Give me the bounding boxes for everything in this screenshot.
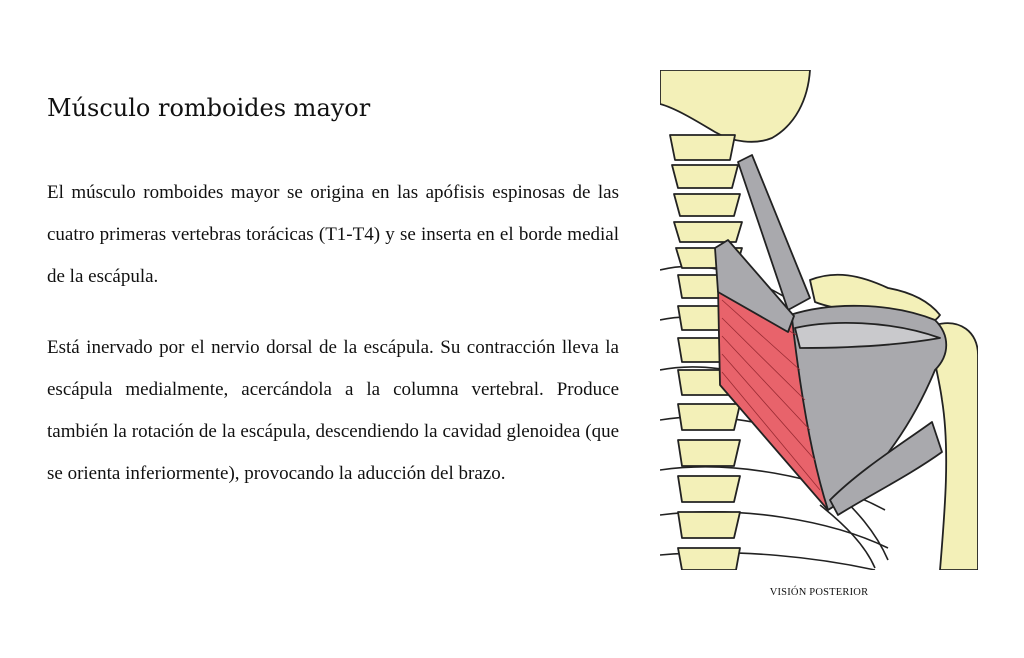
anatomy-illustration: [660, 70, 978, 570]
paragraph-origin-insertion: El músculo romboides mayor se origina en las apófisis espinosas de las cuatro primeras vertebras torácicas (T1-T4) y se inserta en el borde medial de la escápula.: [47, 182, 619, 287]
article-title: Músculo romboides mayor: [47, 94, 371, 122]
skull-base: [660, 70, 810, 142]
paragraph-innervation-function: Está inervado por el nervio dorsal de la escápula. Su contracción lleva la escápula medialmente, acercándola a la columna vertebral. Produce también la rotación de la escápula, descendiendo la cavidad glenoidea (que se orienta inferiormente), provocando la aducción del brazo.: [47, 337, 619, 484]
article: [47, 93, 619, 495]
figure-caption: VISIÓN POSTERIOR: [769, 587, 869, 598]
